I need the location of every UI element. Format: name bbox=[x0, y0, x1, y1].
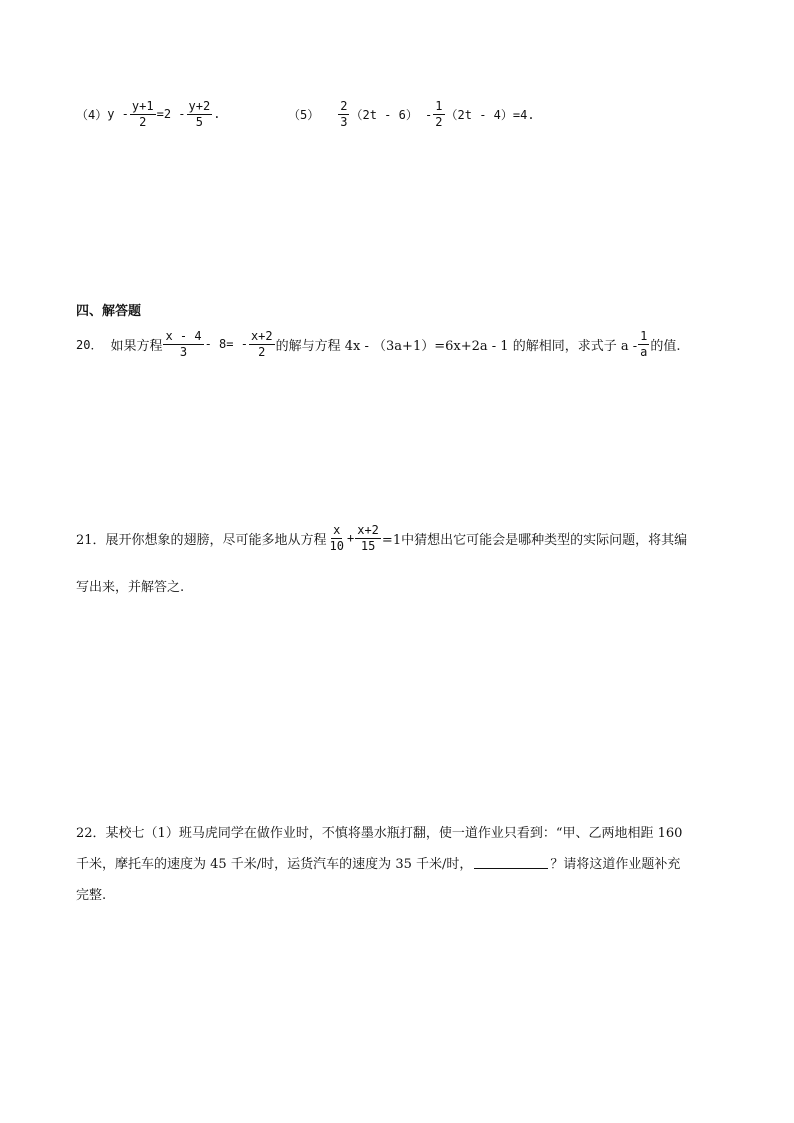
fraction-numerator: x - 4 bbox=[165, 329, 202, 343]
question-20-text: - 8= - bbox=[204, 337, 248, 352]
fraction-denominator: 3 bbox=[179, 344, 188, 359]
fraction-denominator: a bbox=[640, 344, 648, 359]
fraction-numerator: y+2 bbox=[188, 99, 211, 113]
fraction bbox=[163, 330, 203, 358]
fraction bbox=[338, 100, 349, 128]
question-20-text: 如果方程 bbox=[110, 338, 163, 354]
problem-4-end: . bbox=[213, 107, 221, 122]
question-21-plus: + bbox=[347, 531, 355, 546]
question-20-text: 的解与方程 4x - （3a+1）=6x+2a - 1 的解相同，求式子 a - bbox=[275, 338, 638, 354]
question-21-text: 21．展开你想象的翅膀，尽可能多地从方程 bbox=[76, 532, 327, 548]
fraction-denominator: 5 bbox=[195, 114, 203, 129]
fraction bbox=[130, 100, 156, 128]
fraction-denominator: 15 bbox=[360, 538, 376, 553]
fraction bbox=[355, 524, 381, 552]
fraction-denominator: 2 bbox=[258, 344, 266, 359]
answer-blank bbox=[474, 856, 548, 869]
problem-4-mid: =2 - bbox=[156, 107, 186, 122]
fraction-denominator: 2 bbox=[435, 114, 443, 129]
question-22-line-1: 22．某校七（1）班马虎同学在做作业时，不慎将墨水瓶打翻，使一道作业只看到：“甲、乙两地相距 160 bbox=[76, 826, 683, 841]
fraction-numerator: 1 bbox=[640, 329, 648, 343]
fraction-numerator: x bbox=[333, 523, 341, 537]
question-21 bbox=[76, 524, 687, 552]
question-22-line-3: 完整. bbox=[76, 888, 107, 903]
fraction bbox=[433, 100, 444, 128]
fraction-numerator: y+1 bbox=[131, 99, 154, 113]
problem-4 bbox=[76, 100, 220, 128]
question-20-text: 的值. bbox=[650, 338, 681, 354]
question-21-line-2: 写出来，并解答之. bbox=[76, 580, 185, 595]
problem-5 bbox=[288, 100, 535, 128]
section-title: 四、解答题 bbox=[76, 304, 142, 319]
question-22-text: ？请将这道作业题补充 bbox=[550, 857, 681, 872]
fraction-denominator: 2 bbox=[139, 114, 147, 129]
fraction bbox=[328, 524, 346, 552]
fraction-denominator: 3 bbox=[340, 114, 348, 129]
fraction bbox=[187, 100, 213, 128]
question-22-line-2 bbox=[76, 853, 680, 872]
fraction-numerator: x+2 bbox=[250, 329, 273, 343]
fraction-denominator: 10 bbox=[329, 538, 344, 553]
problem-5-part1: （2t - 6） - bbox=[350, 107, 433, 122]
fraction bbox=[638, 330, 649, 358]
fraction bbox=[249, 330, 275, 358]
question-20-number: 20． bbox=[76, 337, 103, 352]
question-21-text: =1中猜想出它可能会是哪种类型的实际问题，将其编 bbox=[381, 532, 688, 548]
problem-4-label: （4） bbox=[76, 107, 108, 122]
problem-5-label: （5） bbox=[288, 107, 320, 122]
fraction-numerator: x+2 bbox=[357, 523, 379, 537]
problem-5-part2: （2t - 4）=4. bbox=[445, 107, 535, 122]
fraction-numerator: 2 bbox=[340, 99, 348, 113]
question-22-text: 千米，摩托车的速度为 45 千米/时，运货汽车的速度为 35 千米/时， bbox=[76, 857, 473, 872]
problem-4-lhs: y - bbox=[107, 107, 129, 122]
fraction-numerator: 1 bbox=[435, 99, 443, 113]
question-20 bbox=[76, 330, 680, 358]
